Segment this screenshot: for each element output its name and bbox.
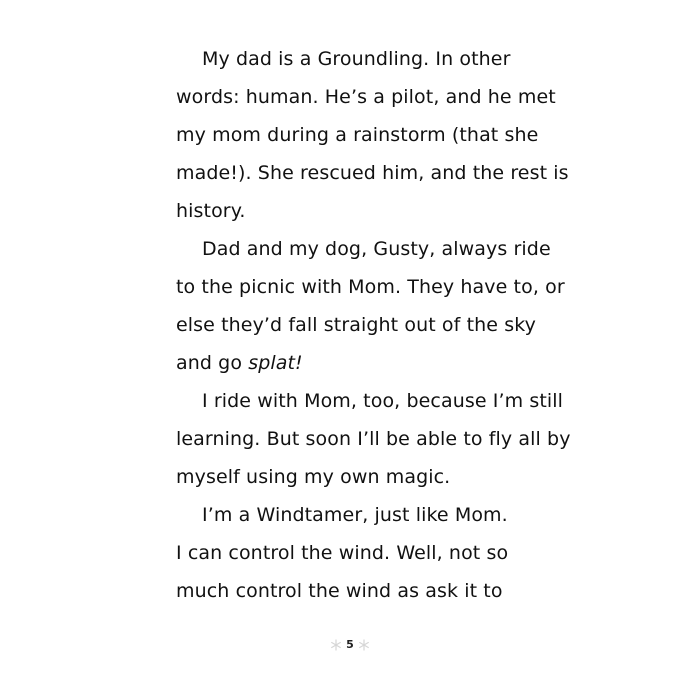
paragraph-3-line-1: I ride with Mom, too, because I’m still [202, 390, 564, 412]
paragraph-2-line-1: Dad and my dog, Gusty, always ride [202, 238, 551, 260]
body-text [176, 40, 571, 610]
paragraph-3-line-2: learning. But soon I’ll be able to fly all by [176, 428, 571, 450]
paragraph-4-line-3: much control the wind as ask it to [176, 580, 503, 602]
paragraph-3-line-3: myself using my own magic. [176, 466, 451, 488]
paragraph-1-line-2: words: human. He’s a pilot, and he met [176, 86, 556, 108]
paragraph-2-line-4-emphasis: splat! [248, 352, 303, 374]
snowflake-icon [330, 639, 342, 651]
paragraph-4-line-1: I’m a Windtamer, just like Mom. [202, 504, 508, 526]
paragraph-2-line-2: to the picnic with Mom. They have to, or [176, 276, 565, 298]
paragraph-2-line-3: else they’d fall straight out of the sky [176, 314, 536, 336]
paragraph-1-line-3: my mom during a rainstorm (that she [176, 124, 539, 146]
page-footer [0, 636, 700, 655]
page-number-wrap [330, 639, 370, 651]
paragraph-4-line-2: I can control the wind. Well, not so [176, 542, 509, 564]
snowflake-icon [358, 639, 370, 651]
paragraph-1-line-4: made!). She rescued him, and the rest is [176, 162, 569, 184]
paragraph-2-line-4 [176, 344, 556, 382]
page-number: 5 [346, 638, 354, 651]
paragraph-1-line-5: history. [176, 200, 246, 222]
paragraph-1-line-1: My dad is a Groundling. In other [202, 48, 511, 70]
paragraph-2-line-4-prefix: and go [176, 352, 249, 374]
